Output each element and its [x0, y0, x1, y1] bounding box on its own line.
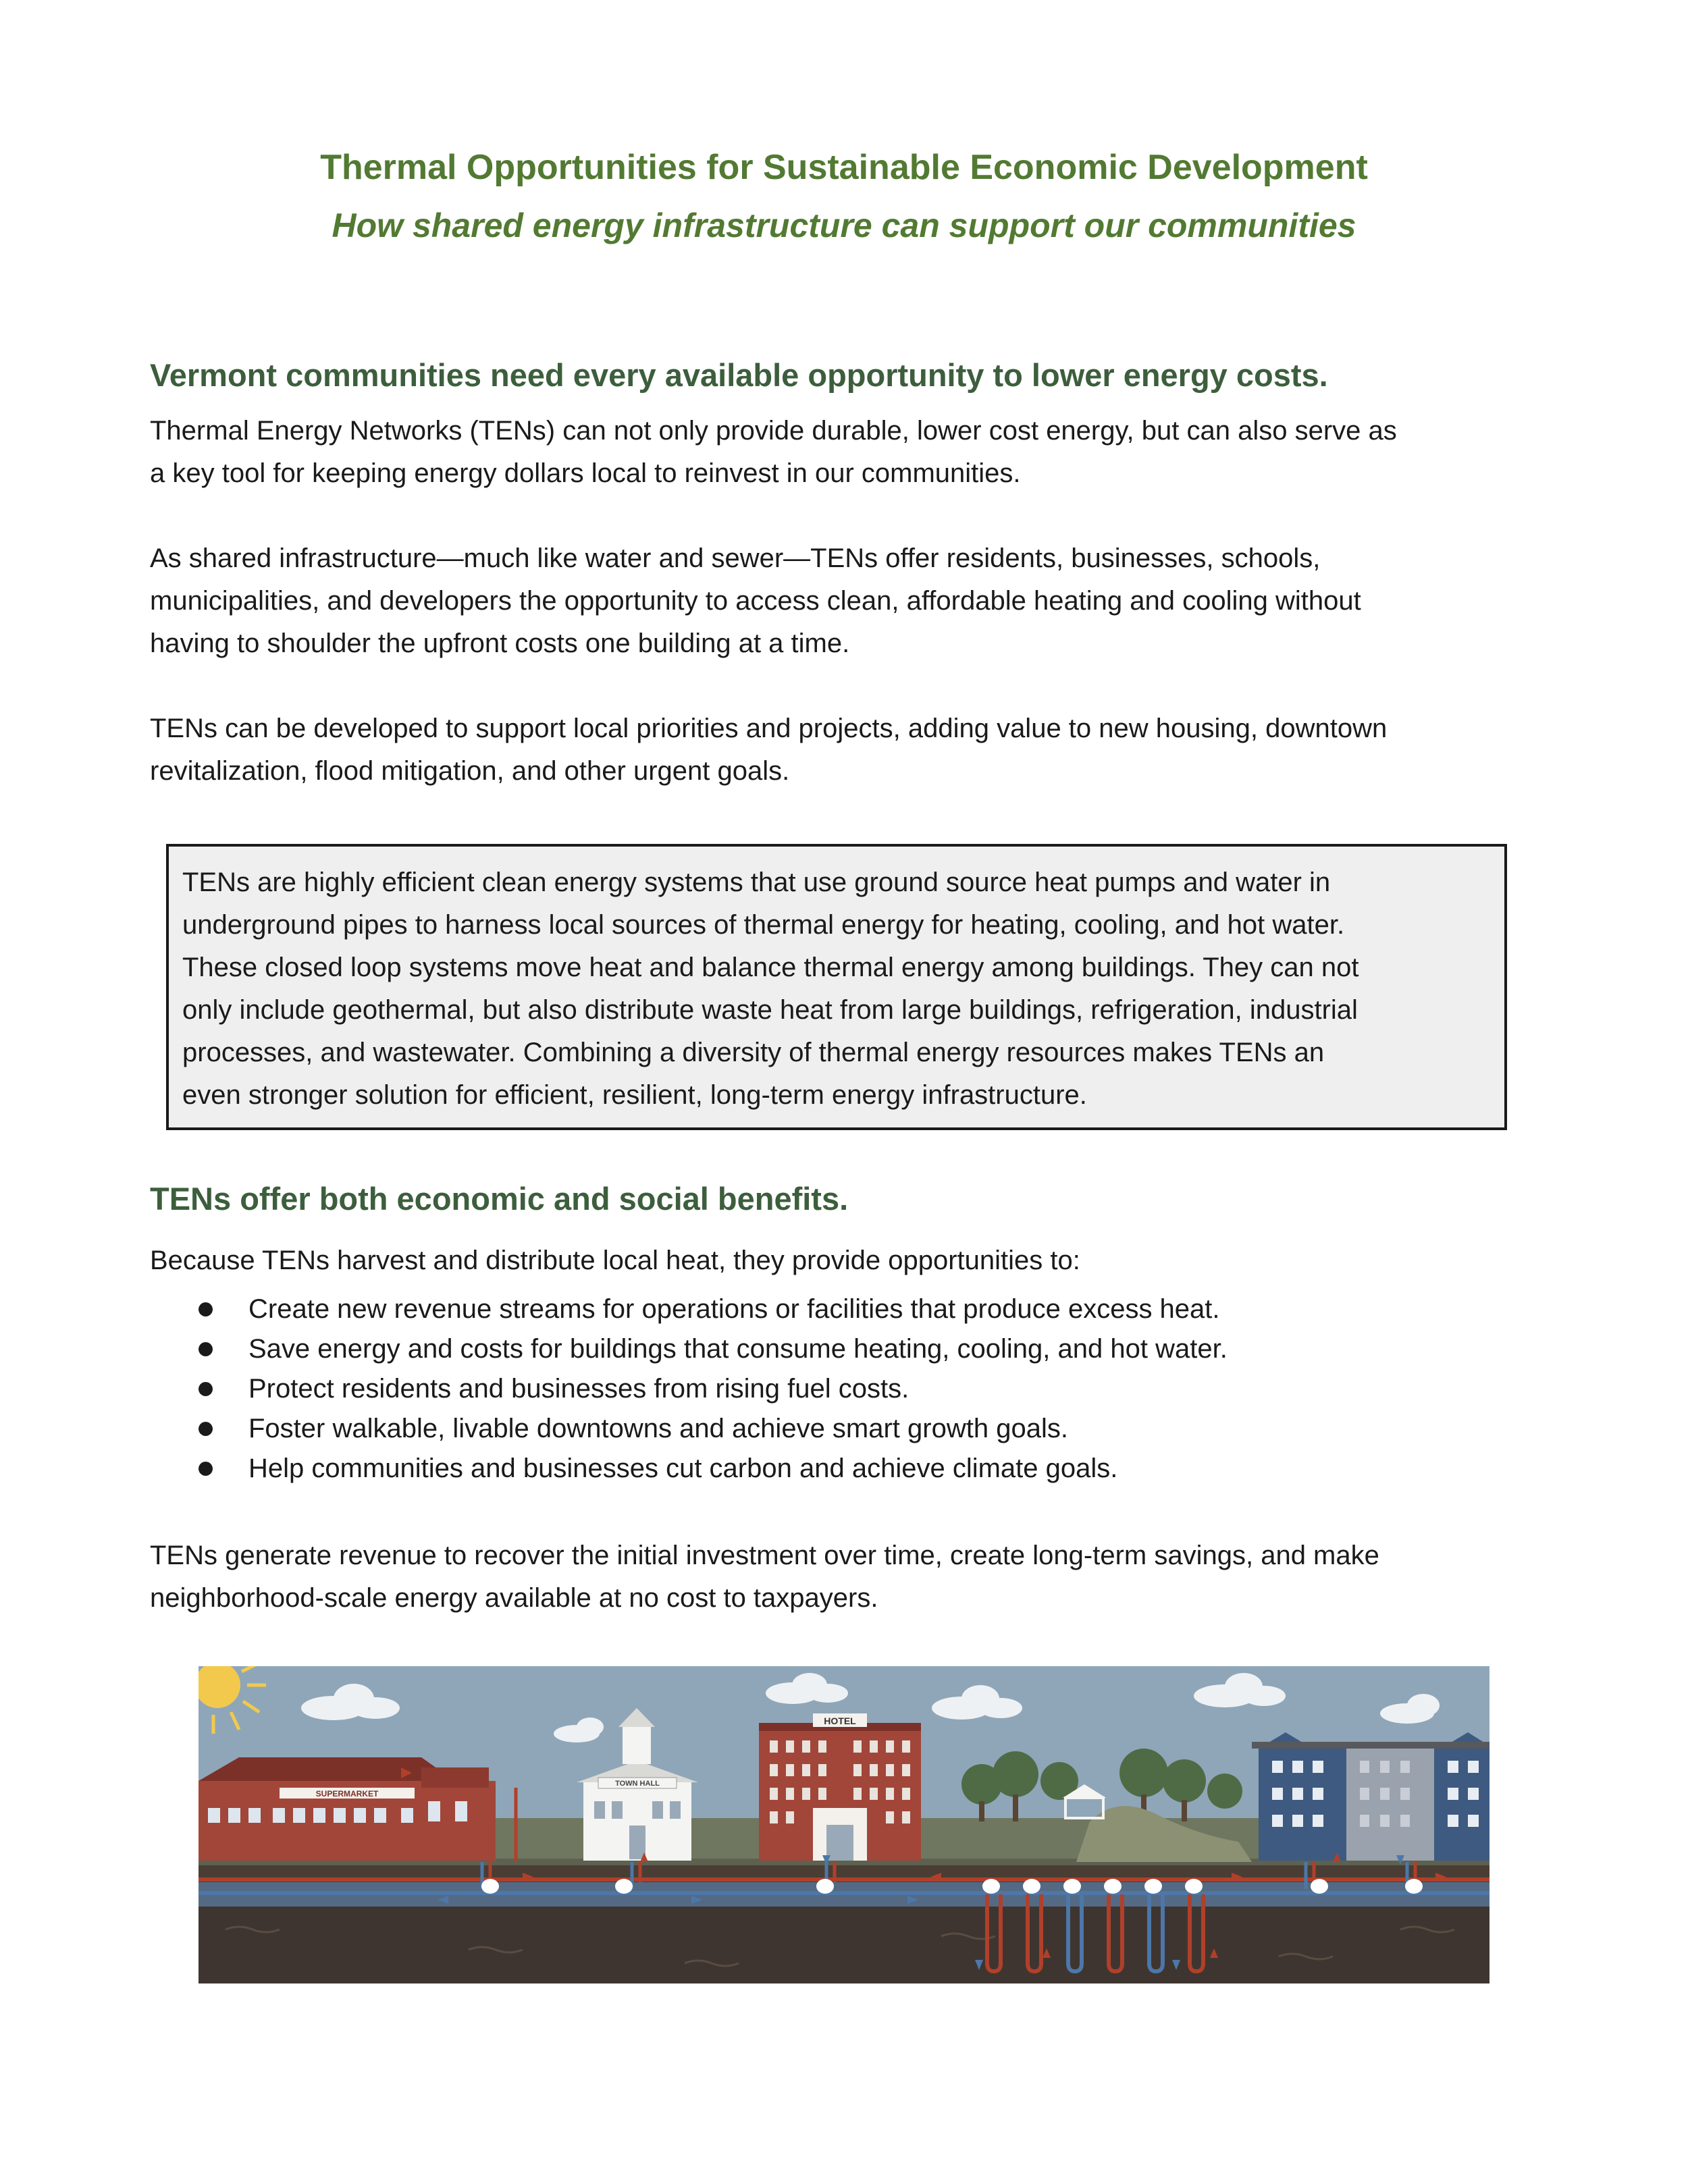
bullet-icon [199, 1462, 213, 1476]
town-hall-sign: TOWN HALL [615, 1780, 660, 1788]
callout-line: TENs are highly efficient clean energy systems that use ground source heat pumps and water in [182, 868, 1331, 897]
benefits-intro: Because TENs harvest and distribute local heat, they provide opportunities to: [150, 1246, 1080, 1275]
text-line: neighborhood-scale energy available at no cost to taxpayers. [150, 1583, 878, 1613]
callout-line: even stronger solution for efficient, resilient, long-term energy infrastructure. [182, 1080, 1087, 1110]
list-item: Create new revenue streams for operations or facilities that produce excess heat. [150, 1289, 1228, 1329]
list-item: Foster walkable, livable downtowns and achieve smart growth goals. [150, 1409, 1228, 1449]
paragraph-intro [150, 410, 1554, 495]
callout-box [166, 844, 1507, 1130]
page-subtitle: How shared energy infrastructure can support our communities [332, 207, 1356, 244]
callout-line: underground pipes to harness local sources of thermal energy for heating, cooling, and hot water. [182, 910, 1345, 940]
text-line: TENs can be developed to support local priorities and projects, adding value to new housing, downtown [150, 714, 1388, 743]
bullet-icon [199, 1302, 213, 1316]
page-title: Thermal Opportunities for Sustainable Economic Development [320, 148, 1368, 187]
text-line: municipalities, and developers the opportunity to access clean, affordable heating and cooling without [150, 586, 1361, 616]
section-heading-energy-costs: Vermont communities need every available opportunity to lower energy costs. [150, 357, 1328, 393]
deep-soil [199, 1907, 1489, 1983]
bullet-icon [199, 1342, 213, 1356]
callout-line: processes, and wastewater. Combining a diversity of thermal energy resources makes TENs an [182, 1038, 1325, 1067]
section-heading-benefits: TENs offer both economic and social benefits. [150, 1181, 849, 1217]
text-line: Thermal Energy Networks (TENs) can not only provide durable, lower cost energy, but can also serve as [150, 416, 1397, 446]
hotel-icon [759, 1713, 921, 1861]
paragraph-closing [150, 1535, 1554, 1620]
supermarket-icon [199, 1757, 516, 1862]
callout-line: only include geothermal, but also distribute waste heat from large buildings, refrigeration, industrial [182, 995, 1358, 1025]
apartment-icon [1252, 1732, 1489, 1861]
text-line: revitalization, flood mitigation, and other urgent goals. [150, 756, 790, 786]
thermal-network-illustration [199, 1666, 1489, 1983]
list-item: Protect residents and businesses from rising fuel costs. [150, 1369, 1228, 1409]
list-item: Save energy and costs for buildings that consume heating, cooling, and hot water. [150, 1329, 1228, 1369]
benefits-list [150, 1289, 1228, 1489]
hotel-sign: HOTEL [824, 1715, 856, 1726]
supermarket-sign: SUPERMARKET [315, 1789, 379, 1799]
bullet-icon [199, 1382, 213, 1396]
paragraph-local-priorities [150, 708, 1554, 793]
text-line: having to shoulder the upfront costs one building at a time. [150, 629, 850, 658]
text-line: As shared infrastructure—much like water and sewer—TENs offer residents, businesses, schools, [150, 543, 1321, 573]
text-line: a key tool for keeping energy dollars local to reinvest in our communities. [150, 458, 1021, 488]
paragraph-shared-infrastructure [150, 537, 1554, 665]
text-line: TENs generate revenue to recover the initial investment over time, create long-term savings, and make [150, 1541, 1379, 1570]
list-item: Help communities and businesses cut carbon and achieve climate goals. [150, 1449, 1228, 1489]
bullet-icon [199, 1422, 213, 1436]
callout-line: These closed loop systems move heat and balance thermal energy among buildings. They can not [182, 953, 1359, 982]
